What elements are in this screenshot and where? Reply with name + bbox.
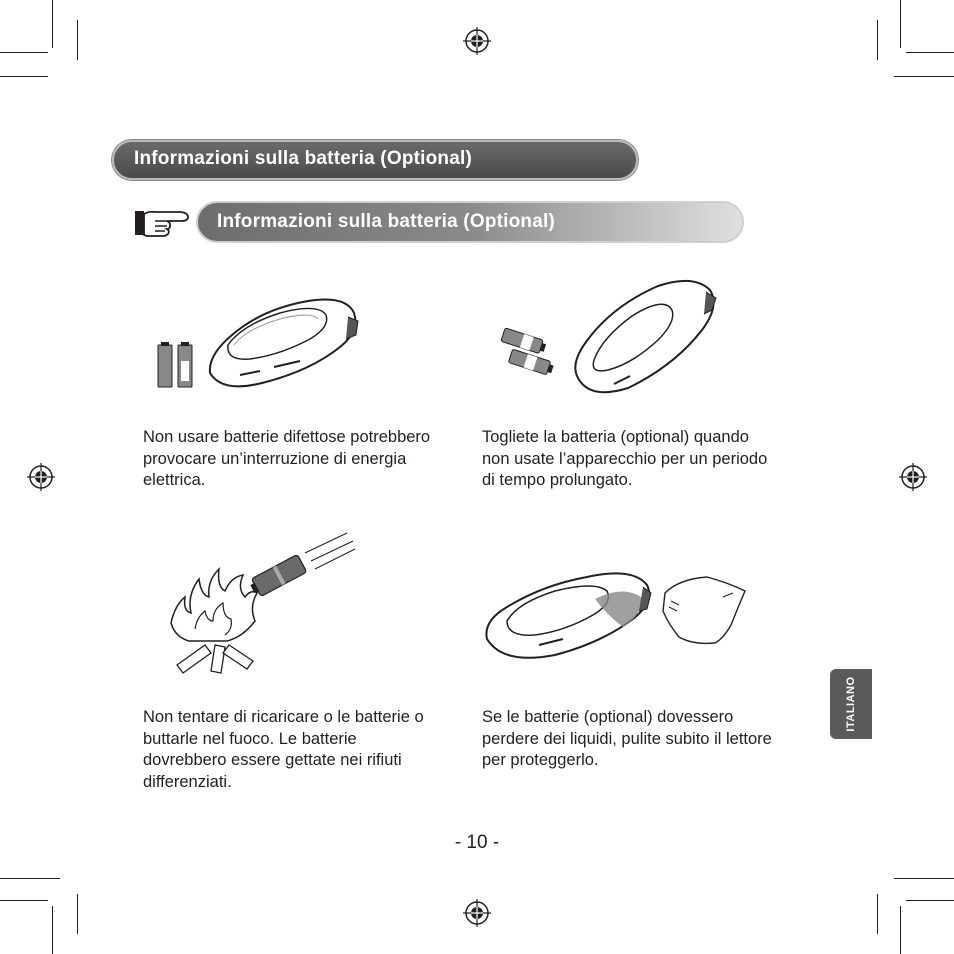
caption-remove-battery: Togliete la batteria (optional) quando non usate l’apparecchio per un periodo di tempo prolungato. [482,428,768,490]
crop-mark [0,900,48,901]
page-number: - 10 - [454,832,500,853]
crop-mark [52,0,53,48]
batteries-removed-illustration [498,276,724,402]
crop-mark [900,906,901,954]
crop-mark [0,76,48,77]
language-tab-label: ITALIANO [845,676,857,732]
cleaning-player-illustration [483,565,751,665]
registration-mark-icon [463,27,491,55]
section-title: Informazioni sulla batteria (Optional) [134,148,473,169]
crop-mark [894,76,954,77]
caption-battery-leak: Se le batterie (optional) dovessero perdere dei liquidi, pulite subito il lettore per proteggerlo. [482,708,772,770]
registration-mark-icon [463,899,491,927]
language-tab [830,669,872,739]
caption-defective-batteries: Non usare batterie difettose potrebbero provocare un’interruzione di energia elettrica. [143,428,431,490]
section-title-banner [112,140,638,180]
crop-mark [894,878,954,879]
subsection-title-banner [196,201,744,243]
crop-mark [77,20,78,60]
crop-mark [900,0,901,48]
crop-mark [906,900,954,901]
crop-mark [877,894,878,934]
pointing-hand-icon [133,208,191,238]
crop-mark [52,906,53,954]
crop-mark [77,894,78,934]
caption-do-not-recharge: Non tentare di ricaricare o le batterie o buttarle nel fuoco. Le batterie dovrebbero essere gettate nei rifiuti differenziati. [143,708,424,791]
batteries-and-player-illustration [150,295,370,395]
crop-mark [0,52,48,53]
crop-mark [906,52,954,53]
registration-mark-icon [27,463,55,491]
fire-battery-illustration [165,525,360,677]
crop-mark [0,878,60,879]
subsection-title: Informazioni sulla batteria (Optional) [217,211,556,232]
crop-mark [877,20,878,60]
registration-mark-icon [899,463,927,491]
